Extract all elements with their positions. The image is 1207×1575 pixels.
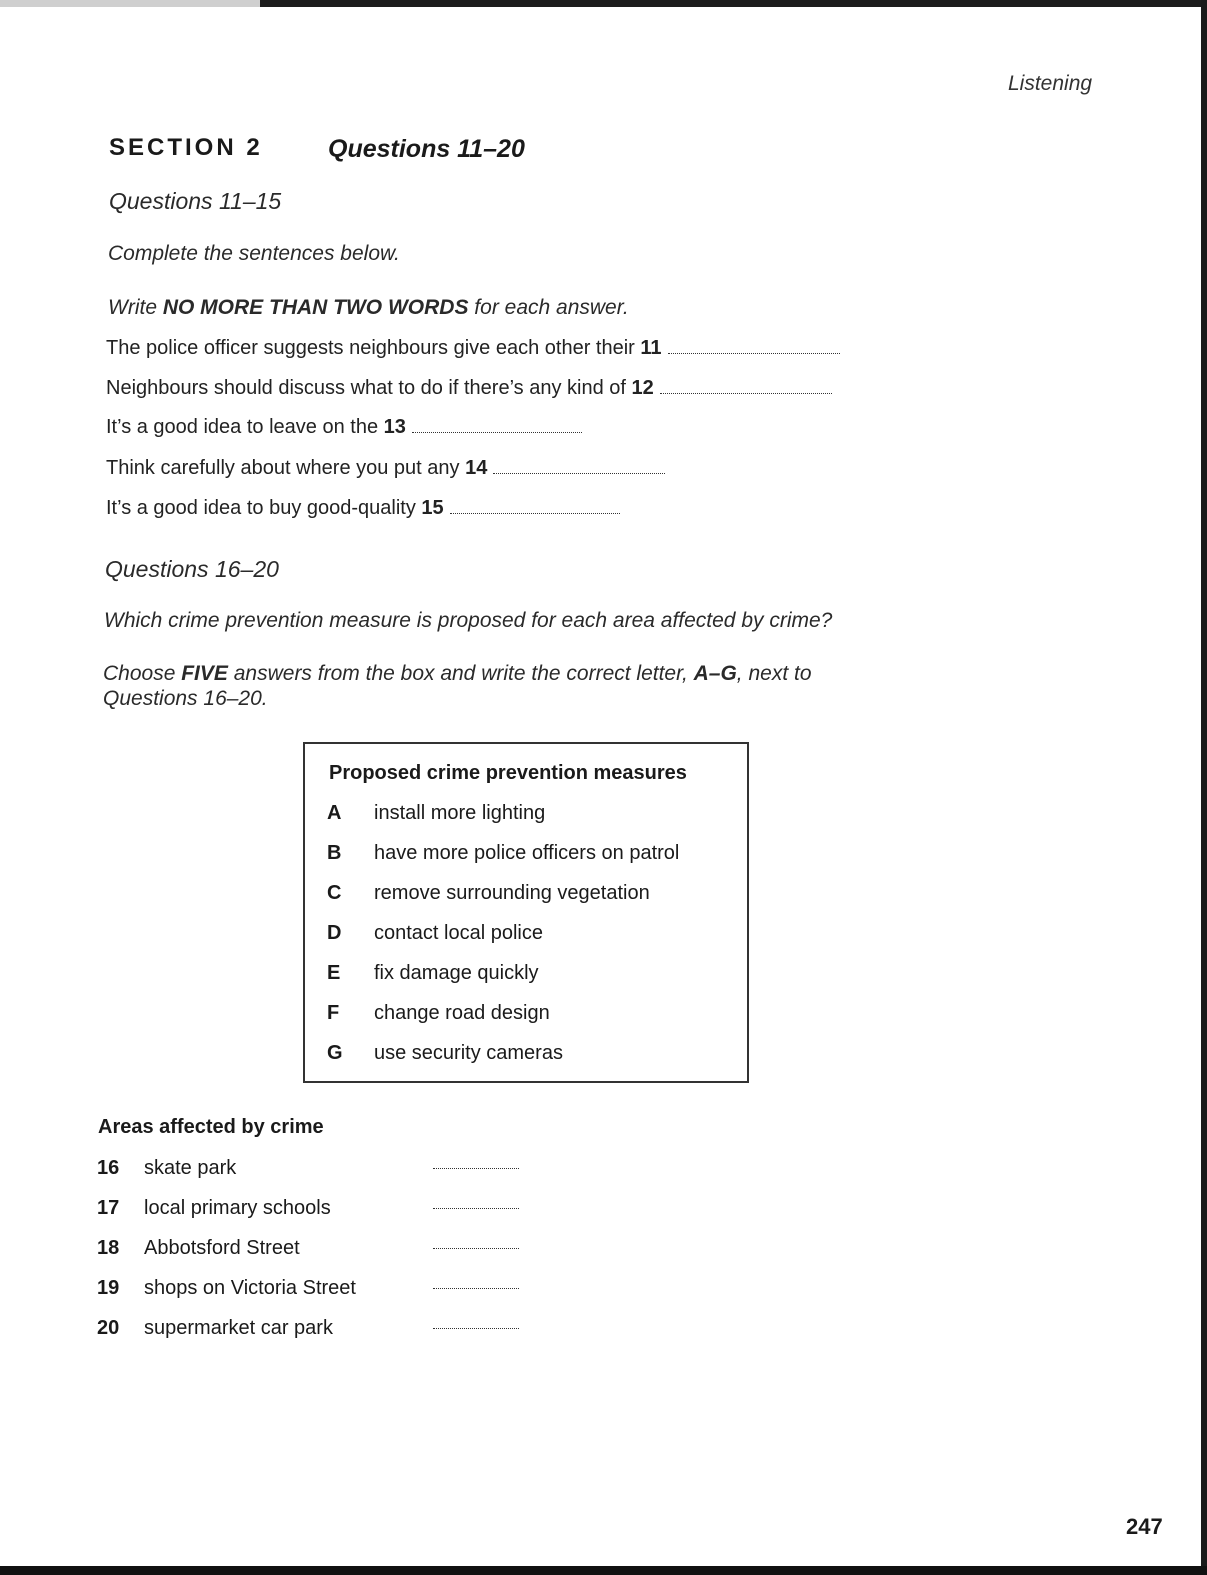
questions-16-20-heading: Questions 16–20 bbox=[105, 556, 279, 582]
answer-gap-20[interactable] bbox=[433, 1328, 519, 1329]
measure-option: B have more police officers on patrol bbox=[327, 842, 680, 864]
sentence-11: The police officer suggests neighbours give each other their 11 bbox=[106, 337, 840, 360]
measure-option: F change road design bbox=[327, 1002, 550, 1024]
page-bottom-edge bbox=[0, 1566, 1207, 1575]
answer-gap-15[interactable] bbox=[450, 499, 620, 514]
answer-gap-16[interactable] bbox=[433, 1168, 519, 1169]
question-prompt: Which crime prevention measure is proposed for each area affected by crime? bbox=[104, 609, 833, 632]
area-item-17: 17 local primary schools bbox=[97, 1197, 331, 1219]
area-item-20: 20 supermarket car park bbox=[97, 1317, 333, 1339]
page-right-edge bbox=[1201, 0, 1207, 1575]
areas-title: Areas affected by crime bbox=[98, 1116, 324, 1138]
answer-gap-12[interactable] bbox=[660, 379, 832, 394]
page-top-edge-fade bbox=[0, 0, 260, 7]
measure-option: D contact local police bbox=[327, 922, 543, 944]
questions-11-15-heading: Questions 11–15 bbox=[109, 188, 282, 214]
running-header: Listening bbox=[1008, 72, 1093, 95]
answer-gap-18[interactable] bbox=[433, 1248, 519, 1249]
measures-box-title: Proposed crime prevention measures bbox=[329, 762, 687, 784]
sentence-15: It’s a good idea to buy good-quality 15 bbox=[106, 497, 620, 520]
section-title: SECTION 2 bbox=[109, 134, 263, 161]
measure-option: A install more lighting bbox=[327, 802, 546, 824]
instruction-complete: Complete the sentences below. bbox=[108, 242, 400, 265]
area-item-19: 19 shops on Victoria Street bbox=[97, 1277, 356, 1299]
area-item-18: 18 Abbotsford Street bbox=[97, 1237, 300, 1259]
answer-gap-19[interactable] bbox=[433, 1288, 519, 1289]
sentence-12: Neighbours should discuss what to do if there’s any kind of 12 bbox=[106, 377, 832, 400]
page-number: 247 bbox=[1126, 1514, 1163, 1539]
answer-gap-14[interactable] bbox=[493, 459, 665, 474]
sentence-14: Think carefully about where you put any 14 bbox=[106, 457, 665, 480]
measure-option: C remove surrounding vegetation bbox=[327, 882, 650, 904]
measure-option: E fix damage quickly bbox=[327, 962, 539, 984]
instruction-word-limit: Write NO MORE THAN TWO WORDS for each answer. bbox=[108, 296, 629, 319]
instruction-choose: Choose FIVE answers from the box and write the correct letter, A–G, next to Questions 16–20. bbox=[103, 662, 812, 710]
measures-box bbox=[303, 742, 749, 1083]
answer-gap-17[interactable] bbox=[433, 1208, 519, 1209]
area-item-16: 16 skate park bbox=[97, 1157, 237, 1179]
section-questions: Questions 11–20 bbox=[328, 135, 525, 163]
measure-option: G use security cameras bbox=[327, 1042, 563, 1064]
sentence-13: It’s a good idea to leave on the 13 bbox=[106, 416, 582, 439]
answer-gap-11[interactable] bbox=[668, 339, 840, 354]
answer-gap-13[interactable] bbox=[412, 418, 582, 433]
